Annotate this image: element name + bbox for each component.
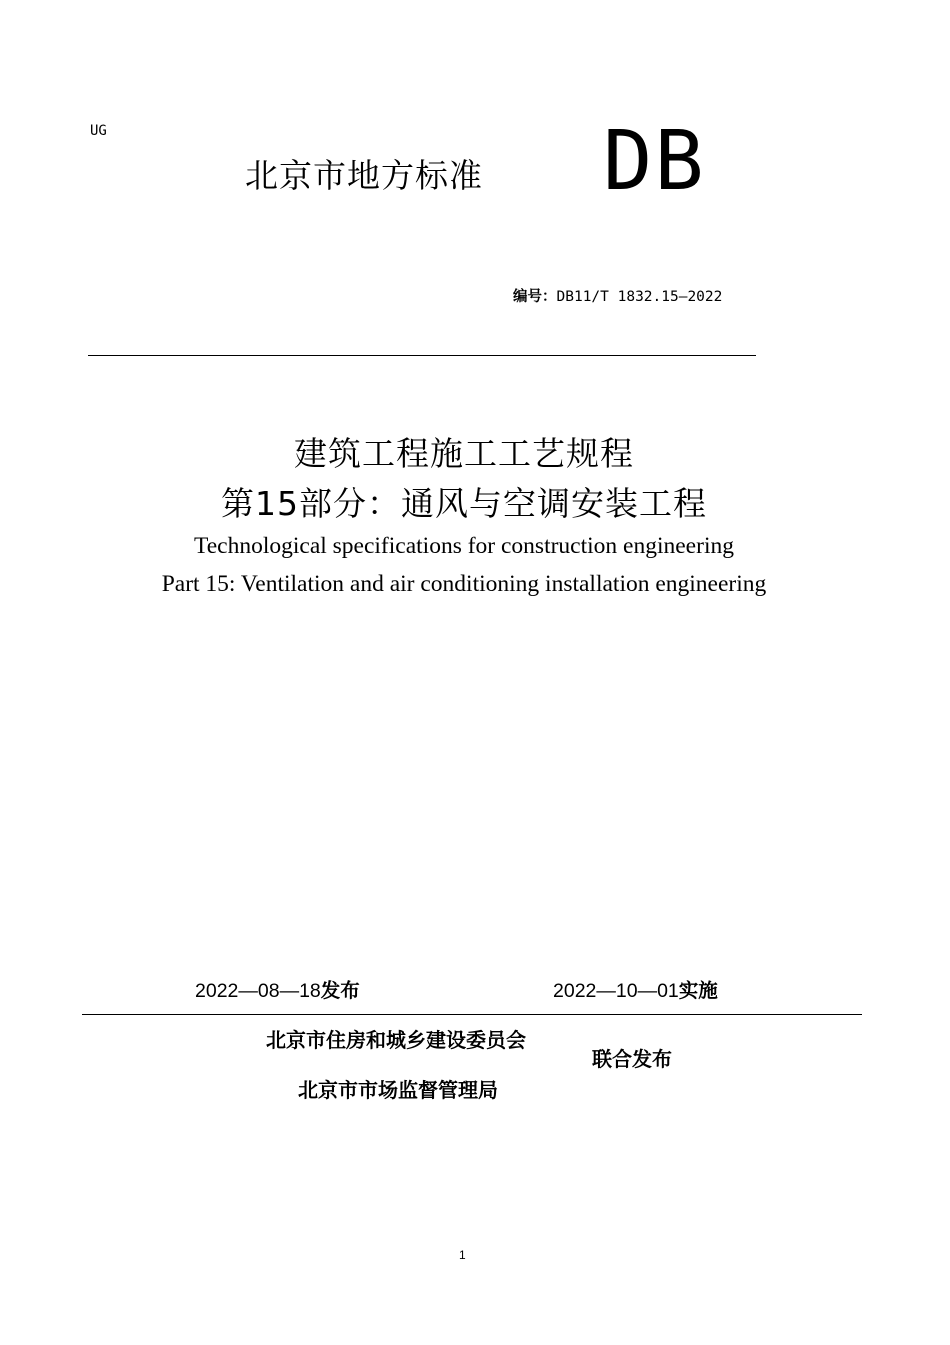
standard-number-value: DB11/T 1832.15—2022 <box>556 289 723 305</box>
title-cn-main: 建筑工程施工工艺规程 <box>294 434 634 473</box>
issuer-market-regulation: 北京市市场监督管理局 <box>298 1078 498 1102</box>
implementation-date-value: 2022—10—01 <box>553 980 679 1002</box>
standard-category-title: 北京市地方标准 <box>245 156 483 195</box>
title-en-main: Technological specifications for construction engineering <box>194 533 734 559</box>
top-divider <box>88 355 756 356</box>
title-cn-part: 第15部分：通风与空调安装工程 <box>221 484 707 523</box>
standard-number <box>513 285 722 306</box>
issuer-housing-commission: 北京市住房和城乡建设委员会 <box>266 1028 526 1052</box>
issue-date <box>195 975 360 1003</box>
page-number: 1 <box>459 1248 466 1262</box>
db-logo: DB <box>603 114 706 209</box>
bottom-divider <box>82 1014 862 1015</box>
joint-issue-label: 联合发布 <box>592 1047 672 1071</box>
corner-mark: UG <box>90 123 107 139</box>
title-en-part: Part 15: Ventilation and air conditioning installation engineering <box>161 571 767 597</box>
issue-date-value: 2022—08—18 <box>195 980 321 1002</box>
issue-date-word: 发布 <box>320 979 360 1002</box>
standard-number-label: 编号： <box>513 289 557 305</box>
implementation-date <box>553 975 718 1003</box>
implementation-date-word: 实施 <box>678 979 718 1002</box>
